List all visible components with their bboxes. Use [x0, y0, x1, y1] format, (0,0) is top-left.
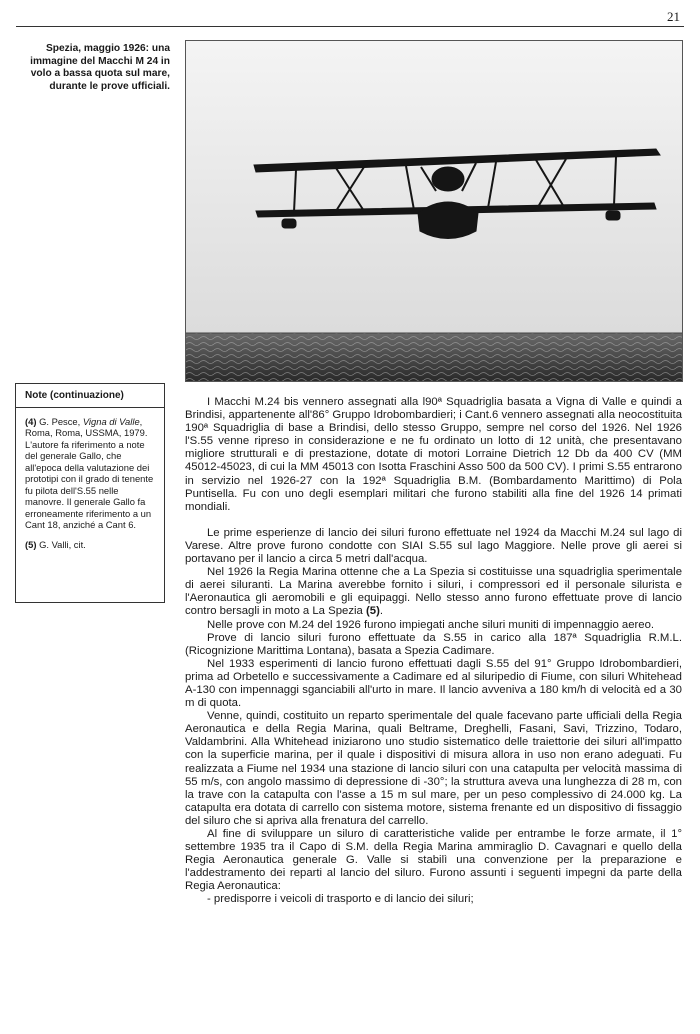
note-text: G. Valli, cit. — [36, 538, 86, 550]
paragraph: Venne, quindi, costituito un reparto sperimentale del quale facevano parte ufficiali della Regia Aeronautica e della Regia Marina, quali Beltrame, Dreghelli, Fasani, Savi, Trizzino, Todaro, Valdambrini. Alla Whitehead iniziarono uno studio sistematico delle traiettorie dei siluri all'impatto con la superficie marina, per il quale i dispositivi di misura allora in uso non erano adeguati. Fu realizzata a Fiume nel 1934 una stazione di lancio siluri con una catapulta per velocità massima di 55 m/s, con angolo massimo di depressione di -30°; la struttura aveva una lunghezza di 28 m, con la trave con la catapulta con l'asse a 15 m sul mare, per un peso complessivo di 24.000 kg. La catapulta era dotata di carrello con sistema motore, sistema frenante ed un dispositivo di fissaggio del siluro che si apriva alla frenatura del carrello. — [185, 710, 682, 827]
caption-line: durante le prove ufficiali. — [49, 80, 170, 92]
note-number: (4) — [25, 415, 37, 427]
seaplane-photo — [185, 40, 683, 382]
caption-line: volo a bassa quota sul mare, — [30, 68, 170, 80]
seaplane-photo-icon — [186, 41, 682, 381]
page-number: 21 — [667, 9, 680, 24]
note-number: (5) — [25, 538, 37, 550]
paragraph-text: Nel 1926 la Regia Marina ottenne che a La Spezia si costituisse una squadriglia sperimentale di aerei siluranti. La Marina averebbe fornito i siluri, i compressori ed il personale silurista e l'Aeronautica gli aeromobili e gli equipaggi. Nello stesso anno furono effettuate prove di lancio contro bersagli in moto a La Spezia — [185, 566, 682, 618]
paragraph-text: . — [379, 605, 384, 618]
photo-caption — [14, 43, 170, 93]
paragraph: Prove di lancio siluri furono effettuate da S.55 in carico alla 187ª Squadriglia R.M.L. (Ricognizione Marittima Lontana), basata a Spezia Cadimare. — [185, 631, 682, 657]
note-text: G. Pesce, — [36, 415, 83, 427]
note-5 — [25, 539, 156, 551]
notes-box — [15, 383, 165, 603]
paragraph: Le prime esperienze di lancio dei siluri furono effettuate nel 1924 da Macchi M.24 sul lago di Varese. Altre prove furono condotte con SIAI S.55 sul lago Maggiore. Nelle prove gli aerei si portavano per il lancio a circa 5 metri dall'acqua. — [185, 526, 682, 566]
caption-line: immagine del Macchi M 24 in — [30, 55, 170, 67]
note-book-title: Vigna di Valle — [82, 415, 140, 427]
footnote-ref: (5) — [365, 605, 380, 618]
note-text: , Roma, Roma, USSMA, 1979. L'autore fa riferimento a note del generale Gallo, che all'epoca della valutazione dei prototipi con il grado di tenente fu pilota dell'S.55 nelle manovre. Il generale Gallo fa erroneamente riferimento a un Cant 18, anziché a Cant 6. — [25, 415, 154, 530]
header-rule — [16, 26, 684, 27]
paragraph: Nelle prove con M.24 del 1926 furono impiegati anche siluri muniti di impennaggio aereo. — [207, 618, 655, 631]
paragraph: Nel 1933 esperimenti di lancio furono effettuati dagli S.55 del 91° Gruppo Idrobombardieri, prima ad Orbetello e successivamente a Cadimare ed al siluripedio di Fiume, con siluri Whitehead A-130 con impennaggi sganciabili all'urto in mare. Il lancio avveniva a 180 km/h di velocità ed a 30 m di quota. — [185, 657, 682, 710]
main-text — [185, 396, 682, 907]
list-item: - predisporre i veicoli di trasporto e di lancio dei siluri; — [207, 893, 474, 906]
paragraph: I Macchi M.24 bis vennero assegnati alla l90ª Squadriglia basata a Vigna di Valle e quindi a Brindisi, appartenente all'86° Gruppo Idrobombardieri; i Cant.6 vennero assegnati alla neocostituita 190ª Squadriglia di base a Brindisi, dello stesso Gruppo, sempre nel corso del 1926. Nel 1926 l'S.55 venne ripreso in considerazione e ne fu ordinato un lotto di 12 unità, che presentavano migliore strutturali e di prestazione, dotate di motori Lorraine Dietrich 12 Db da 400 CV (MM 45012-45023, di cui la MM 45013 con Isotta Fraschini Asso 500 da 500 CV). I primi S.55 entrarono in servizio nel 1926-27 con la 192ª Squadriglia B.M. (Bombardamento Marittimo) di Pola Puntisella. Fu con uno degli esemplari militari che furono stabiliti alla fine del 1926 14 primati mondiali. — [185, 396, 682, 513]
note-4 — [25, 416, 156, 531]
caption-line: Spezia, maggio 1926: una — [46, 43, 170, 54]
paragraph: Al fine di sviluppare un siluro di caratteristiche valide per entrambe le forze armate, il 1° settembre 1935 tra il Capo di S.M. della Regia Marina ammiraglio D. Cavagnari e quello della Regia Aeronautica generale G. Valle si stabilì una convenzione per la preparazione e l'addestramento dei reparti al lancio del siluro. Furono assunti i seguenti impegni da parte della Regia Aeronautica: — [185, 828, 682, 893]
paragraph — [185, 566, 682, 618]
notes-title: Note (continuazione) — [16, 390, 164, 408]
